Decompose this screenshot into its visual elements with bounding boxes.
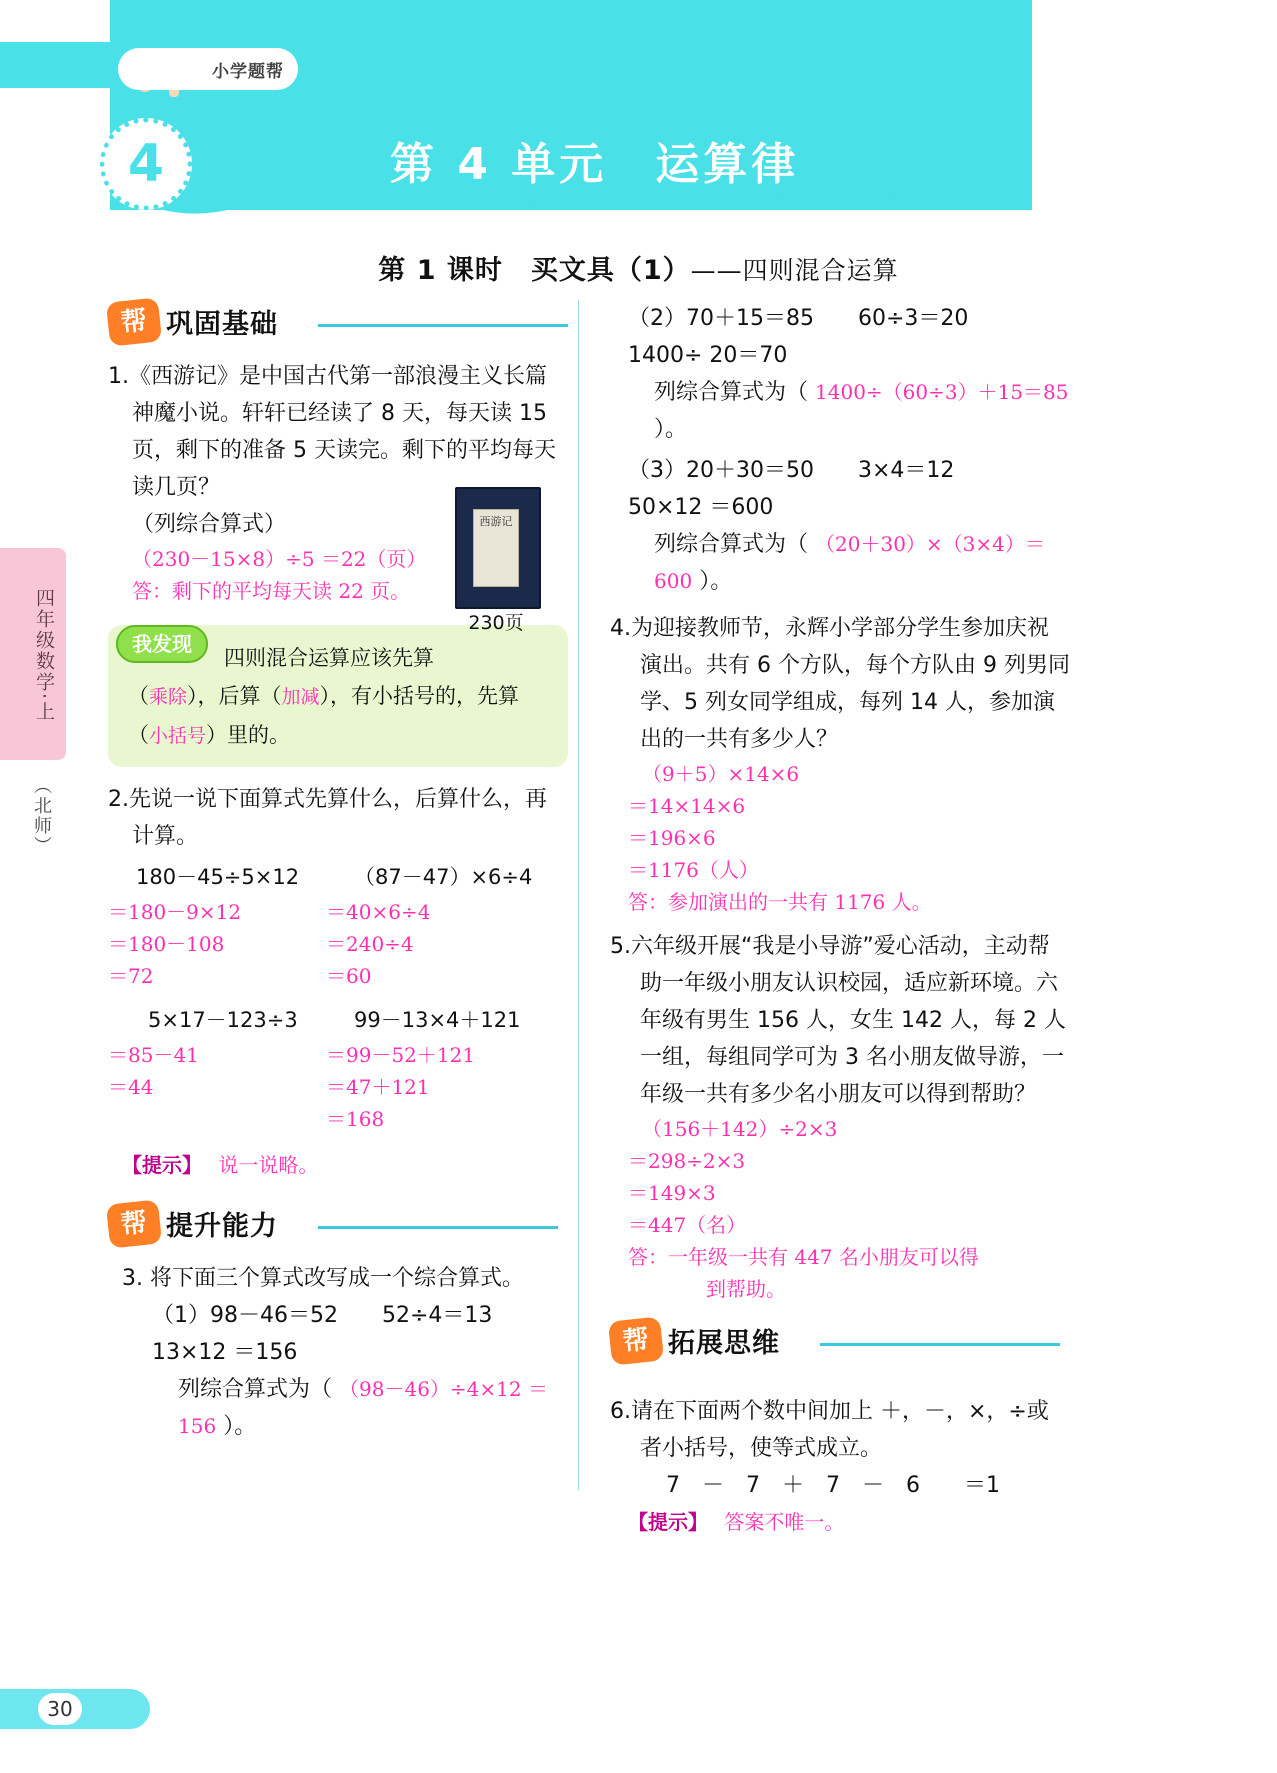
column-divider: [578, 300, 579, 1490]
question-6-text: [610, 1393, 1070, 1467]
banner-left-tab: [0, 42, 120, 88]
question-5: [610, 928, 1070, 1305]
left-column: [108, 300, 568, 1455]
item-1-prompt: 列综合算式为（: [178, 1377, 333, 1402]
question-3-item-2: [610, 300, 1070, 448]
item-2-answer[interactable]: 1400÷（60÷3）＋15＝85: [815, 380, 1069, 404]
question-2-tip: [108, 1147, 568, 1184]
question-1-text: [108, 358, 568, 506]
question-5-step-3: ＝149×3: [628, 1181, 716, 1205]
unit-number-badge: [100, 118, 192, 210]
section-title: 提升能力: [166, 1211, 278, 1242]
question-2-tip-label: 【提示】: [122, 1153, 202, 1177]
item-3-prompt: 列综合算式为（: [654, 532, 809, 557]
discovery-block: [108, 625, 568, 767]
item-2-given: 70＋15＝85 60÷3＝20 1400÷ 20＝70: [628, 306, 1013, 368]
lesson-subtitle: ——四则混合运算: [690, 256, 899, 285]
question-4-answer: 答：参加演出的一共有 1176 人。: [628, 890, 932, 914]
item-2-tail: ）。: [654, 417, 688, 442]
expr-block-4: [326, 1002, 544, 1135]
question-3-text: [122, 1260, 568, 1297]
discovery-blank-3[interactable]: （小括号）: [128, 723, 228, 747]
question-5-text: [610, 928, 1070, 1113]
section-badge-text: 帮: [119, 1207, 149, 1240]
question-6-number: 6.: [610, 1399, 631, 1424]
expr-1-step-2: ＝180－108: [108, 932, 225, 956]
item-3-tail: ）。: [699, 569, 733, 594]
question-4-body: 为迎接教师节，永辉小学部分学生参加庆祝演出。共有 6 个方队，每个方队由 9 列男同学、5 列女同学组成，每列 14 人，参加演出的一共有多少人？: [631, 616, 1070, 752]
expr-block-3: [108, 1002, 326, 1135]
item-2-prompt: 列综合算式为（: [654, 380, 809, 405]
question-6-tip-text: 答案不唯一。: [724, 1510, 845, 1534]
question-3-number: 3.: [122, 1266, 143, 1291]
item-3-prompt-row: [628, 526, 1070, 600]
question-4: [610, 610, 1070, 918]
expr-3-step-2: ＝44: [108, 1075, 154, 1099]
unit-number: 4: [127, 134, 165, 194]
side-tab-subject: 四年级数学·上: [33, 587, 55, 723]
expr-1-step-1: ＝180－9×12: [108, 900, 242, 924]
discovery-blank-1[interactable]: （乘除）: [128, 684, 198, 708]
question-2-row-2: [108, 1002, 568, 1135]
item-3-answer[interactable]: （20＋30）×（3×4）＝600: [654, 532, 1045, 593]
question-3-item-1: [108, 1297, 568, 1445]
question-3-body: 将下面三个算式改写成一个综合算式。: [150, 1266, 525, 1291]
question-4-step-2: ＝14×14×6: [628, 794, 746, 818]
question-2-number: 2.: [108, 787, 129, 812]
item-1-label: （1）: [152, 1303, 210, 1328]
question-1-number: 1.: [108, 364, 129, 389]
expr-3-step-1: ＝85－41: [108, 1043, 199, 1067]
item-3-given: 20＋30＝50 3×4＝12 50×12 ＝600: [628, 458, 999, 520]
expr-2-step-1: ＝40×6÷4: [326, 900, 431, 924]
expr-2-step-2: ＝240÷4: [326, 932, 414, 956]
item-2-prompt-row: [628, 374, 1070, 448]
section-underline: [318, 324, 568, 327]
question-2-row-1: [108, 859, 568, 992]
expr-4-head: 99－13×4＋121: [354, 1008, 521, 1032]
question-3: [108, 1260, 568, 1445]
expr-1-head: 180－45÷5×12: [136, 865, 300, 889]
item-2-label: （2）: [628, 306, 686, 331]
question-2-tip-text: 说一说略。: [218, 1153, 319, 1177]
item-1-tail: ）。: [223, 1414, 257, 1439]
discovery-blank-2[interactable]: （加减）: [260, 684, 331, 708]
question-6-tip-label: 【提示】: [628, 1510, 708, 1534]
book-illustration: [455, 487, 541, 609]
question-4-step-3: ＝196×6: [628, 826, 716, 850]
expr-block-2: [326, 859, 544, 992]
section-badge: [106, 1199, 162, 1248]
question-5-step-4: ＝447（名）: [628, 1213, 747, 1237]
question-5-body: 六年级开展“我是小导游”爱心活动，主动帮助一年级小朋友认识校园，适应新环境。六年级有男生 156 人，女生 142 人，每 2 人一组，每组同学可为 3 名小朋友做导游，一年级一共有多少名小朋友可以得到帮助？: [631, 934, 1066, 1107]
question-6: [610, 1393, 1070, 1541]
question-1-body: 《西游记》是中国古代第一部浪漫主义长篇神魔小说。轩轩已经读了 8 天，每天读 15 页，剩下的准备 5 天读完。剩下的平均每天读几页？: [129, 364, 556, 500]
question-1-hint: （列综合算式）: [132, 512, 287, 537]
question-2-text: [108, 781, 568, 855]
question-6-expression[interactable]: 7 － 7 ＋ 7 － 6 ＝1: [666, 1473, 1000, 1498]
section-badge: [608, 1316, 664, 1365]
section-badge-text: 帮: [119, 305, 149, 338]
question-4-step-4: ＝1176（人）: [628, 858, 759, 882]
section-header-improve: [108, 1202, 568, 1256]
item-1-given: 98－46＝52 52÷4＝13 13×12 ＝156: [152, 1303, 537, 1365]
question-5-answer-line-1: 答：一年级一共有 447 名小朋友可以得: [628, 1245, 979, 1269]
question-5-number: 5.: [610, 934, 631, 959]
question-4-step-1: （9＋5）×14×6: [642, 762, 800, 786]
brand-logo: [118, 48, 298, 90]
discovery-tag: [116, 625, 208, 663]
lesson-title-main: 第 1 课时 买文具（1）: [378, 255, 691, 286]
book-label: 西游记: [473, 509, 519, 587]
section-underline: [820, 1343, 1060, 1346]
unit-title: 第 4 单元 运算律: [390, 139, 800, 190]
question-1-answer-line-2: 答：剩下的平均每天读 22 页。: [132, 579, 411, 603]
discovery-line-1: 四则混合运算应该先算: [224, 646, 434, 670]
expr-2-step-3: ＝60: [326, 964, 372, 988]
item-3-label: （3）: [628, 458, 686, 483]
expr-3-head: 5×17－123÷3: [148, 1008, 298, 1032]
section-header-expand: [610, 1319, 1070, 1373]
brand-logo-text: 小学题帮: [212, 61, 284, 82]
question-3-item-3: [610, 452, 1070, 600]
discovery-line-2b: ，有小括号的，先算: [330, 684, 520, 708]
section-title: 巩固基础: [166, 309, 278, 340]
question-2: [108, 781, 568, 1184]
book-caption: 230页: [468, 612, 524, 634]
section-underline: [318, 1226, 558, 1229]
discovery-line-3b: 里的。: [227, 723, 291, 747]
question-4-number: 4.: [610, 616, 631, 641]
lesson-title: [0, 248, 1277, 287]
discovery-tag-text: 我发现: [132, 631, 192, 656]
expr-block-1: [108, 859, 326, 992]
question-5-step-1: （156＋142）÷2×3: [642, 1117, 838, 1141]
question-2-body: 先说一说下面算式先算什么，后算什么，再计算。: [129, 787, 548, 849]
section-badge: [106, 297, 162, 346]
question-5-step-2: ＝298÷2×3: [628, 1149, 746, 1173]
question-5-answer-line-2: 到帮助。: [706, 1277, 786, 1301]
item-1-prompt-row: [152, 1371, 568, 1445]
discovery-line-2a: ，后算: [197, 684, 261, 708]
question-1-answer-line-1: （230－15×8）÷5 ＝22（页）: [132, 547, 427, 571]
right-column: [610, 300, 1070, 1551]
section-badge-text: 帮: [621, 1324, 651, 1357]
question-6-body: 请在下面两个数中间加上 ＋，－，×，÷或者小括号，使等式成立。: [631, 1399, 1049, 1461]
page-number: 30: [38, 1693, 82, 1725]
item-1-answer[interactable]: （98－46）÷4×12 ＝156: [178, 1377, 548, 1438]
expr-4-step-2: ＝47＋121: [326, 1075, 430, 1099]
side-tab-edition: （北师）: [31, 776, 52, 856]
question-4-text: [610, 610, 1070, 758]
expr-4-step-1: ＝99－52＋121: [326, 1043, 476, 1067]
section-title: 拓展思维: [668, 1328, 780, 1359]
question-6-tip: [610, 1504, 1070, 1541]
expr-1-step-3: ＝72: [108, 964, 154, 988]
expr-4-step-3: ＝168: [326, 1107, 385, 1131]
expr-2-head: （87－47）×6÷4: [354, 865, 533, 889]
section-header-basic: [108, 300, 568, 354]
